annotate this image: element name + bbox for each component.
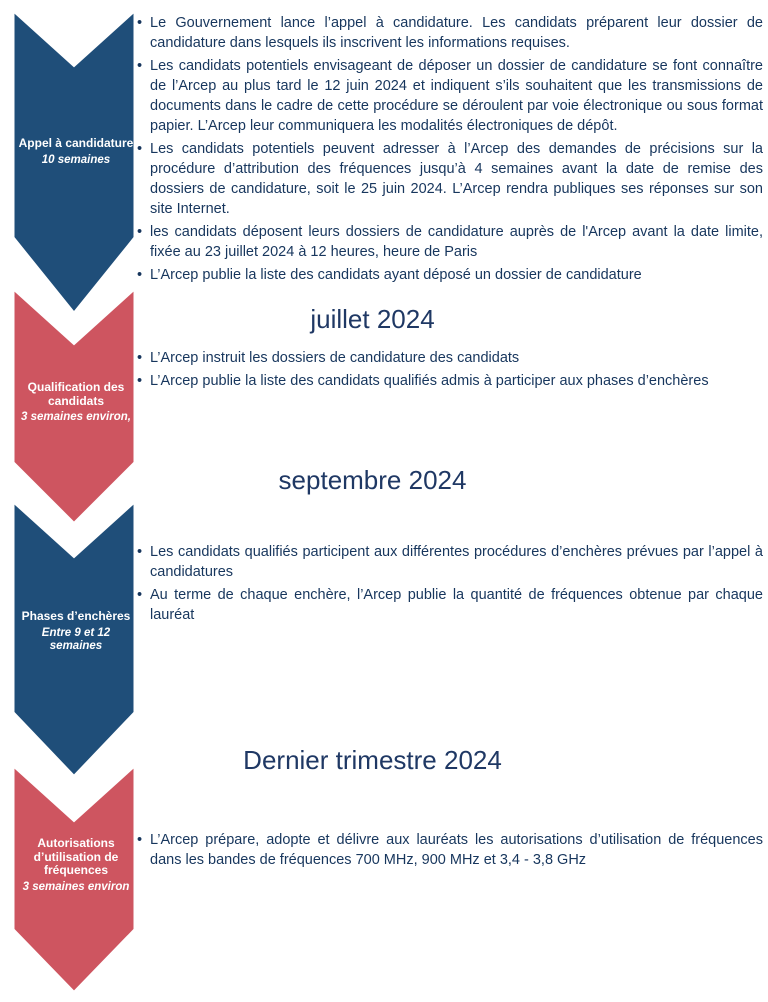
milestone-juillet-2024: juillet 2024 [310,304,435,334]
milestone-septembre-2024: septembre 2024 [278,465,467,495]
bullet-item: • Les candidats qualifiés participent aux différentes procédures d’enchères prévues par l’appel à candidatures [136,542,763,582]
stage-1-label [6,137,146,167]
bullet-item: • les candidats déposent leurs dossiers de candidature auprès de l'Arcep avant la date limite, fixée au 23 juillet 2024 à 12 heures, heure de Paris [136,222,763,262]
bullet-item: • L’Arcep publie la liste des candidats qualifiés admis à participer aux phases d’enchères [136,371,763,391]
bullet-item: • L’Arcep instruit les dossiers de candidature des candidats [136,348,763,368]
stage-4-label [6,837,146,894]
stage-3-bullets [136,542,763,628]
stage-2-duration: 3 semaines environ, [21,411,131,423]
stage-2-bullets [136,348,763,394]
bullet-item: • Le Gouvernement lance l’appel à candidature. Les candidats préparent leur dossier de candidature dans lesquels ils inscrivent les informations requises. [136,13,763,53]
stage-3-label [6,610,146,654]
bullet-item: • L’Arcep publie la liste des candidats ayant déposé un dossier de candidature [136,265,763,285]
bullet-item: • Les candidats potentiels envisageant de déposer un dossier de candidature se font connaître de l’Arcep au plus tard le 12 juin 2024 et indiquent s’ils souhaitent que les transmissions de documents dans le cadre de cette procédure se déroulent par voie électronique ou sous format papier. L’Arcep leur communiquera les modalités électroniques de dépôt. [136,56,763,136]
stage-4-title: Autorisations d’utilisation de fréquences [33,836,119,877]
bullet-item: • Au terme de chaque enchère, l’Arcep publie la quantité de fréquences obtenue par chaque lauréat [136,585,763,625]
milestone-dernier-trimestre-2024: Dernier trimestre 2024 [243,745,502,775]
stage-1-title: Appel à candidature [18,136,134,150]
stage-4-bullets [136,830,763,873]
stage-3-duration: Entre 9 et 12 semaines [41,626,111,652]
bullet-item: • Les candidats potentiels peuvent adresser à l’Arcep des demandes de précisions sur la procédure d’attribution des fréquences jusqu’à 4 semaines avant la date de remise des dossiers de candidature, soit le 25 juin 2024. L’Arcep rendra publiques ses réponses sur son site Internet. [136,139,763,219]
stage-2-title: Qualification des candidats [27,380,125,408]
stage-3-title: Phases d’enchères [21,609,131,623]
stage-1-duration: 10 semaines [41,153,111,166]
stage-2-label [6,381,146,425]
stage-4-duration: 3 semaines environ [22,880,130,893]
stage-1-bullets [136,13,763,288]
bullet-item: • L’Arcep prépare, adopte et délivre aux lauréats les autorisations d’utilisation de fréquences dans les bandes de fréquences 700 MHz, 900 MHz et 3,4 - 3,8 GHz [136,830,763,870]
